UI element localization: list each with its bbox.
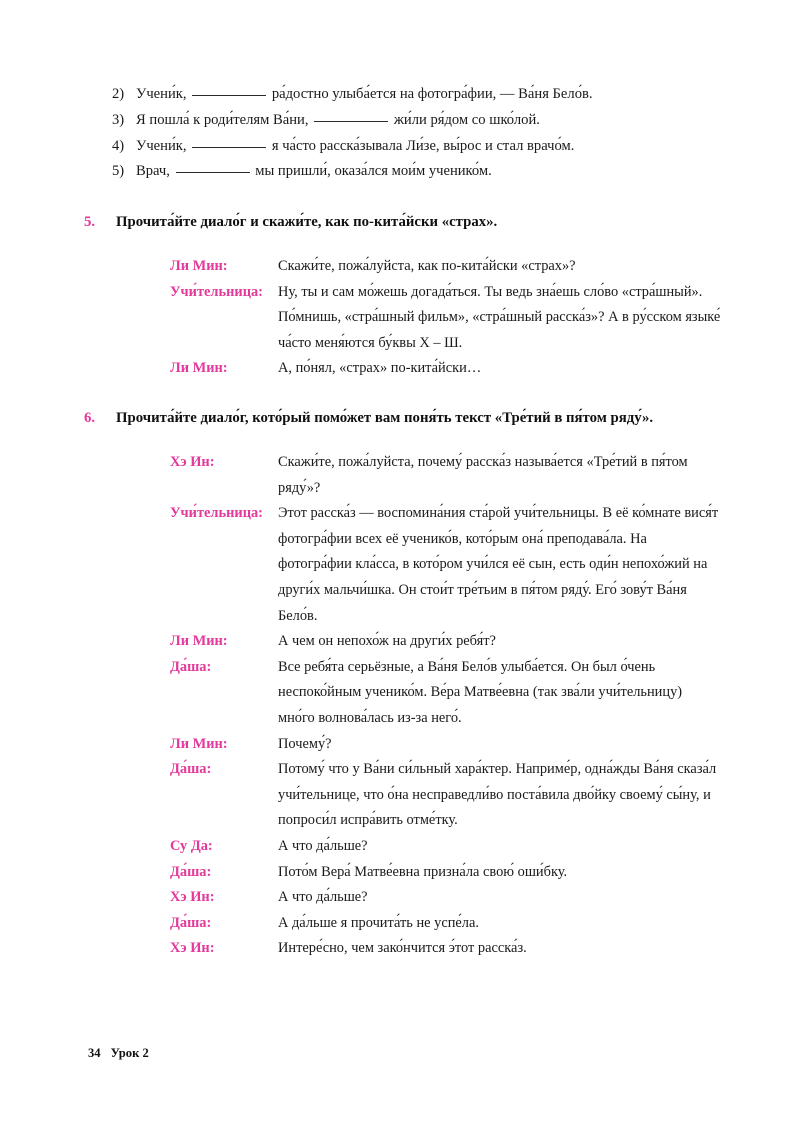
dialogue-speaker: Учи́тельница: <box>170 283 263 300</box>
dialogue-line <box>170 732 722 758</box>
dialogue-line <box>170 757 722 834</box>
exercise-6-title: Прочита́йте диало́г, кото́рый помо́жет вам поня́ть текст «Тре́тий в пя́том ряду́». <box>116 410 654 426</box>
dialogue-speaker: Су Да: <box>170 837 213 854</box>
dialogue-text: Скажи́те, пожа́луйста, как по-кита́йски «страх»? <box>278 258 576 274</box>
dialogue-speaker: Ли Мин: <box>170 735 228 752</box>
dialogue-line <box>170 885 722 911</box>
fill-in-item <box>112 134 722 160</box>
fill-in-item-sentence <box>136 159 722 185</box>
exercise-5-number: 5. <box>84 214 96 230</box>
fill-in-item-marker: 5) <box>112 163 125 180</box>
exercise-5-heading <box>84 212 724 232</box>
dialogue-line <box>170 356 722 382</box>
fill-in-item-sentence <box>136 82 722 108</box>
lesson-label: Урок 2 <box>110 1046 149 1060</box>
fill-in-item <box>112 108 722 134</box>
dialogue-text: А что да́льше? <box>278 889 368 906</box>
dialogue-speaker: Ли Мин: <box>170 633 228 650</box>
fill-in-blank[interactable] <box>314 110 388 122</box>
exercise-5-title: Прочита́йте диало́г и скажи́те, как по-кита́йски «страх». <box>116 214 498 230</box>
dialogue-speaker: Учи́тельница: <box>170 505 263 522</box>
dialogue-text: А чем он непохо́ж на други́х ребя́т? <box>278 633 496 650</box>
fill-in-item-marker: 4) <box>112 137 125 154</box>
fill-in-blank[interactable] <box>176 162 250 174</box>
dialogue-line <box>170 501 722 629</box>
dialogue-text: Этот расска́з — воспомина́ния ста́рой учи́тельницы. В её ко́мнате вися́т фотогра́фии всех её ученико́в, кото́рым она́ преподава́ла. На фотогра́фии кла́сса, в кото́ром учи́лся её сын, есть оди́н непохо́жий на други́х мальчи́шка. Он стои́т тре́тьим в пя́том ряду́. Его́ зову́т Ва́ня Бело́в. <box>278 505 719 624</box>
fill-in-text-before: Я пошла́ к роди́телям Ва́ни, <box>136 111 309 128</box>
dialogue-line <box>170 834 722 860</box>
dialogue-line <box>170 655 722 732</box>
exercise-5-dialogue-body <box>170 254 722 382</box>
exercise-6-dialogue-body <box>170 450 722 962</box>
dialogue-speaker: Да́ша: <box>170 914 212 931</box>
dialogue-line <box>170 450 722 501</box>
fill-in-item-sentence <box>136 134 722 160</box>
dialogue-text: Все ребя́та серьёзные, а Ва́ня Бело́в улыба́ется. Он был о́чень неспоко́йным ученико́м. Ве́ра Матве́евна (так зва́ли учи́тельницу) мно́го волнова́лась из-за него́. <box>278 658 683 726</box>
dialogue-text: Пото́м Вера́ Матве́евна призна́ла свою́ оши́бку. <box>278 863 568 880</box>
fill-in-item-marker: 3) <box>112 111 125 128</box>
dialogue-text: Скажи́те, пожа́луйста, почему́ расска́з называ́ется «Тре́тий в пя́том ряду́»? <box>278 454 688 496</box>
dialogue-line <box>170 860 722 886</box>
dialogue-speaker: Хэ Ин: <box>170 454 215 470</box>
fill-in-text-after: я ча́сто расска́зывала Ли́зе, вы́рос и стал врачо́м. <box>271 137 575 154</box>
dialogue-speaker: Да́ша: <box>170 658 212 675</box>
dialogue-text: А, по́нял, «страх» по-кита́йски… <box>278 360 482 377</box>
exercise-5 <box>84 212 724 382</box>
dialogue-text: Ну, ты и сам мо́жешь догада́ться. Ты ведь зна́ешь сло́во «стра́шный». По́мнишь, «стра́шный фильм», «стра́шный расска́з»? А в ру́сском языке́ ча́сто меня́ются бу́квы Х – Ш. <box>278 283 721 351</box>
fill-in-item <box>112 159 722 185</box>
fill-in-blank[interactable] <box>192 85 266 97</box>
exercise-6 <box>84 408 724 962</box>
page-number: 34 <box>88 1046 101 1060</box>
exercise-6-dialogue <box>170 450 722 962</box>
exercise-6-heading <box>84 408 724 428</box>
dialogue-line <box>170 254 722 280</box>
fill-in-text-before: Учени́к, <box>136 137 187 154</box>
dialogue-text: А да́льше я прочита́ть не успе́ла. <box>278 914 479 931</box>
dialogue-speaker: Хэ Ин: <box>170 940 215 957</box>
dialogue-text: А что да́льше? <box>278 837 368 854</box>
fill-in-text-before: Врач, <box>136 163 170 180</box>
dialogue-text: Потому́ что у Ва́ни си́льный хара́ктер. Наприме́р, одна́жды Ва́ня сказа́л учи́тельнице, что о́на несправедли́во поста́вила дво́йку своему́ сы́ну, и попроси́л испра́вить отме́тку. <box>278 761 717 829</box>
dialogue-speaker: Да́ша: <box>170 761 212 778</box>
fill-in-text-after: мы пришли́, оказа́лся мои́м ученико́м. <box>255 163 492 180</box>
page-footer <box>88 1046 149 1061</box>
dialogue-speaker: Хэ Ин: <box>170 889 215 906</box>
fill-in-item-marker: 2) <box>112 86 125 102</box>
dialogue-text: Почему́? <box>278 735 332 752</box>
dialogue-line <box>170 280 722 357</box>
dialogue-text: Интере́сно, чем зако́нчится э́тот расска́з. <box>278 940 527 957</box>
dialogue-speaker: Да́ша: <box>170 863 212 880</box>
fill-in-text-after: жи́ли ря́дом со шко́лой. <box>393 111 540 128</box>
exercise-6-number: 6. <box>84 410 96 426</box>
dialogue-line <box>170 629 722 655</box>
exercise-5-dialogue <box>170 254 722 382</box>
fill-in-item <box>112 82 722 108</box>
dialogue-speaker: Ли Мин: <box>170 258 228 274</box>
dialogue-line <box>170 911 722 937</box>
fill-in-exercise-list <box>112 82 722 185</box>
fill-in-blank[interactable] <box>192 136 266 148</box>
dialogue-speaker: Ли Мин: <box>170 360 228 377</box>
fill-in-item-sentence <box>136 108 722 134</box>
dialogue-line <box>170 936 722 962</box>
fill-in-text-before: Учени́к, <box>136 86 187 102</box>
fill-in-text-after: ра́достно улыба́ется на фотогра́фии, — Ва́ня Бело́в. <box>271 86 593 102</box>
